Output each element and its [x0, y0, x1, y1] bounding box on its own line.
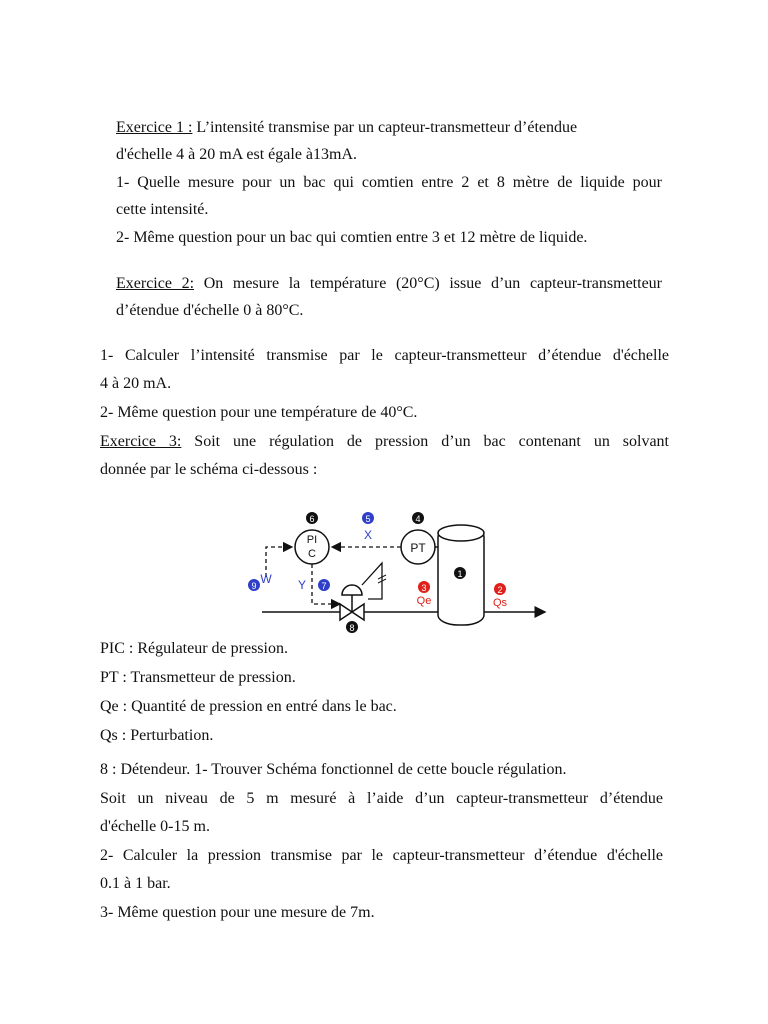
- badge-8: [346, 621, 358, 633]
- ex4-line-4: 2- Calculer la pression transmise par le capteur-transmetteur d’étendue d'échelle: [100, 847, 663, 864]
- y-label: Y: [297, 578, 307, 592]
- detendeur-link: [362, 563, 382, 599]
- svg-text:5: 5: [365, 514, 371, 524]
- svg-text:7: 7: [321, 581, 327, 591]
- badge-2: [494, 583, 506, 595]
- svg-text:6: 6: [309, 514, 315, 524]
- badge-3: [418, 581, 430, 593]
- ex4-line-3: d'échelle 0-15 m.: [100, 818, 210, 835]
- ex2-title: Exercice 2:: [116, 275, 195, 292]
- ex4-line-5: 0.1 à 1 bar.: [100, 875, 171, 892]
- ex1-line-2: d'échelle 4 à 20 mA est égale à13mA.: [116, 146, 358, 163]
- legend-pic: PIC : Régulateur de pression.: [100, 640, 288, 657]
- badge-1: [454, 567, 466, 579]
- legend-qe: Qe : Quantité de pression en entré dans le bac.: [100, 698, 397, 715]
- badge-5: [362, 512, 374, 524]
- ex2-line-2: d’étendue d'échelle 0 à 80°C.: [116, 302, 304, 319]
- ex3-text-1: Soit une régulation de pression d’un bac contenant un solvant: [181, 433, 669, 450]
- badge-7: [318, 579, 330, 591]
- pic-label-top: PI: [306, 534, 318, 546]
- ex1-line-5: 2- Même question pour un bac qui comtien entre 3 et 12 mètre de liquide.: [116, 229, 588, 246]
- ex2-text-1: On mesure la température (20°C) issue d’un capteur-transmetteur: [194, 275, 662, 292]
- badge-4: [412, 512, 424, 524]
- ex3-line-1: [100, 432, 669, 452]
- ex3-title: Exercice 3:: [100, 433, 182, 450]
- legend-pt: PT : Transmetteur de pression.: [100, 669, 296, 686]
- ex2-line-1: [116, 274, 662, 294]
- svg-text:2: 2: [497, 585, 503, 595]
- ex1-text-1: L’intensité transmise par un capteur-transmetteur d’étendue: [192, 119, 578, 136]
- badge-6: [306, 512, 318, 524]
- svg-text:1: 1: [457, 569, 463, 579]
- ex1-line-3: 1- Quelle mesure pour un bac qui comtien entre 2 et 8 mètre de liquide pour: [116, 174, 662, 191]
- svg-text:9: 9: [251, 581, 257, 591]
- qs-label: Qs: [492, 597, 508, 609]
- ex2-line-5: 2- Même question pour une température de 40°C.: [100, 404, 418, 421]
- legend-qs: Qs : Perturbation.: [100, 727, 214, 744]
- valve: [340, 585, 364, 620]
- ex2-line-4: 4 à 20 mA.: [100, 375, 172, 392]
- svg-text:3: 3: [421, 583, 427, 593]
- pt-transmitter: [401, 530, 435, 564]
- svg-text:8: 8: [349, 623, 355, 633]
- pt-label: PT: [410, 541, 426, 555]
- w-label: W: [260, 572, 272, 586]
- pic-controller: [295, 530, 329, 564]
- ex4-line-6: 3- Même question pour une mesure de 7m.: [100, 904, 375, 921]
- ex3-line-2: donnée par le schéma ci-dessous :: [100, 461, 318, 478]
- ex1-line-4: cette intensité.: [116, 201, 209, 218]
- pic-label-bottom: C: [308, 548, 316, 560]
- ex1-line-1: [116, 118, 577, 138]
- ex1-title: Exercice 1 :: [116, 119, 193, 136]
- badge-9: [248, 579, 260, 591]
- svg-text:4: 4: [415, 514, 421, 524]
- qe-label: Qe: [416, 595, 432, 607]
- ex4-line-2: Soit un niveau de 5 m mesuré à l’aide d’un capteur-transmetteur d’étendue: [100, 790, 663, 807]
- x-label: X: [363, 528, 373, 542]
- ex2-line-3: 1- Calculer l’intensité transmise par le capteur-transmetteur d’étendue d'échelle: [100, 347, 669, 364]
- pressure-regulation-diagram: [240, 505, 560, 635]
- ex4-line-1: 8 : Détendeur. 1- Trouver Schéma fonctionnel de cette boucle régulation.: [100, 761, 567, 778]
